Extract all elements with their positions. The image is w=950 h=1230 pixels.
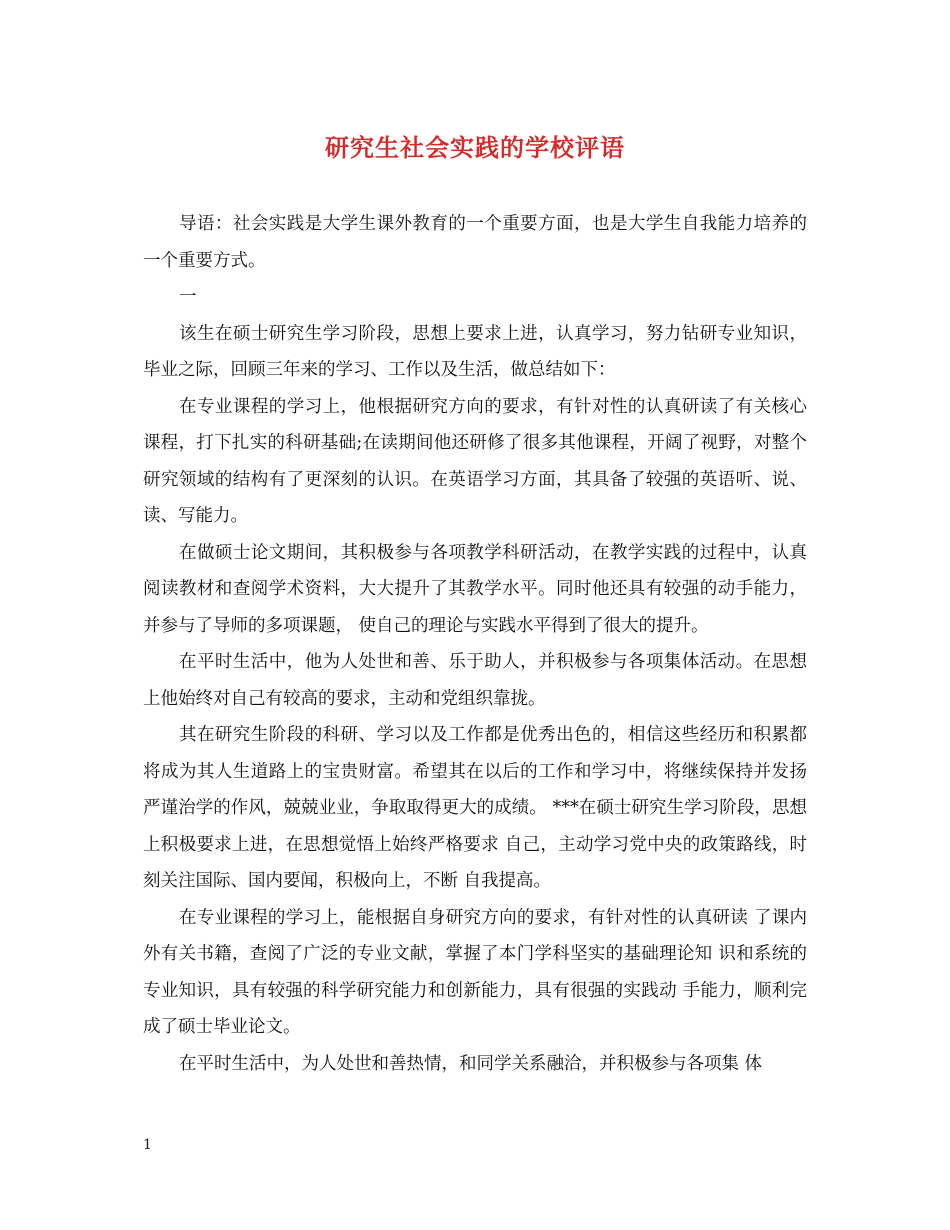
paragraph-summary: 该生在硕士研究生学习阶段，思想上要求上进，认真学习，努力钻研专业知识，毕业之际，回顾三年来的学习、工作以及生活，做总结如下： (143, 323, 807, 380)
document-title: 研究生社会实践的学校评语 (325, 133, 625, 162)
page-number: 1 (143, 1137, 152, 1153)
paragraph-daily-life-2: 在平时生活中，为人处世和善热情，和同学关系融洽，并积极参与各项集 体 (179, 1053, 763, 1074)
paragraph-intro: 导语：社会实践是大学生课外教育的一个重要方面，也是大学生自我能力培养的一个重要方式。 (143, 214, 807, 271)
paragraph-coursework: 在专业课程的学习上，他根据研究方向的要求，有针对性的认真研读了有关核心课程，打下扎实的科研基础;在读期间他还研修了很多其他课程，开阔了视野，对整个研究领域的结构有了更深刻的认识。在英语学习方面，其具备了较强的英语听、说、读、写能力。 (143, 396, 807, 526)
paragraph-daily-life: 在平时生活中，他为人处世和善、乐于助人，并积极参与各项集体活动。在思想上他始终对自己有较高的要求，主动和党组织靠拢。 (143, 652, 807, 709)
document-body (143, 206, 807, 1082)
paragraph-evaluation: 其在研究生阶段的科研、学习以及工作都是优秀出色的，相信这些经历和积累都将成为其人生道路上的宝贵财富。希望其在以后的工作和学习中，将继续保持并发扬严谨治学的作风，兢兢业业，争取取得更大的成绩。 ***在硕士研究生学习阶段，思想上积极要求上进，在思想觉悟上始终严格要求 自己，主动学习党中央的政策路线，时刻关注国际、国内要闻，积极向上，不断 自我提高。 (143, 725, 807, 891)
paragraph-coursework-2: 在专业课程的学习上，能根据自身研究方向的要求，有针对性的认真研读 了课内外有关书籍，查阅了广泛的专业文献，掌握了本门学科坚实的基础理论知 识和系统的专业知识，具有较强的科学研究能力和创新能力，具有很强的实践动 手能力，顺利完成了硕士毕业论文。 (143, 907, 807, 1037)
paragraph-thesis: 在做硕士论文期间，其积极参与各项教学科研活动，在教学实践的过程中，认真阅读教材和查阅学术资料，大大提升了其教学水平。同时他还具有较强的动手能力， 并参与了导师的多项课题， 使自己的理论与实践水平得到了很大的提升。 (143, 542, 807, 636)
paragraph-section-marker: 一 (179, 287, 197, 307)
